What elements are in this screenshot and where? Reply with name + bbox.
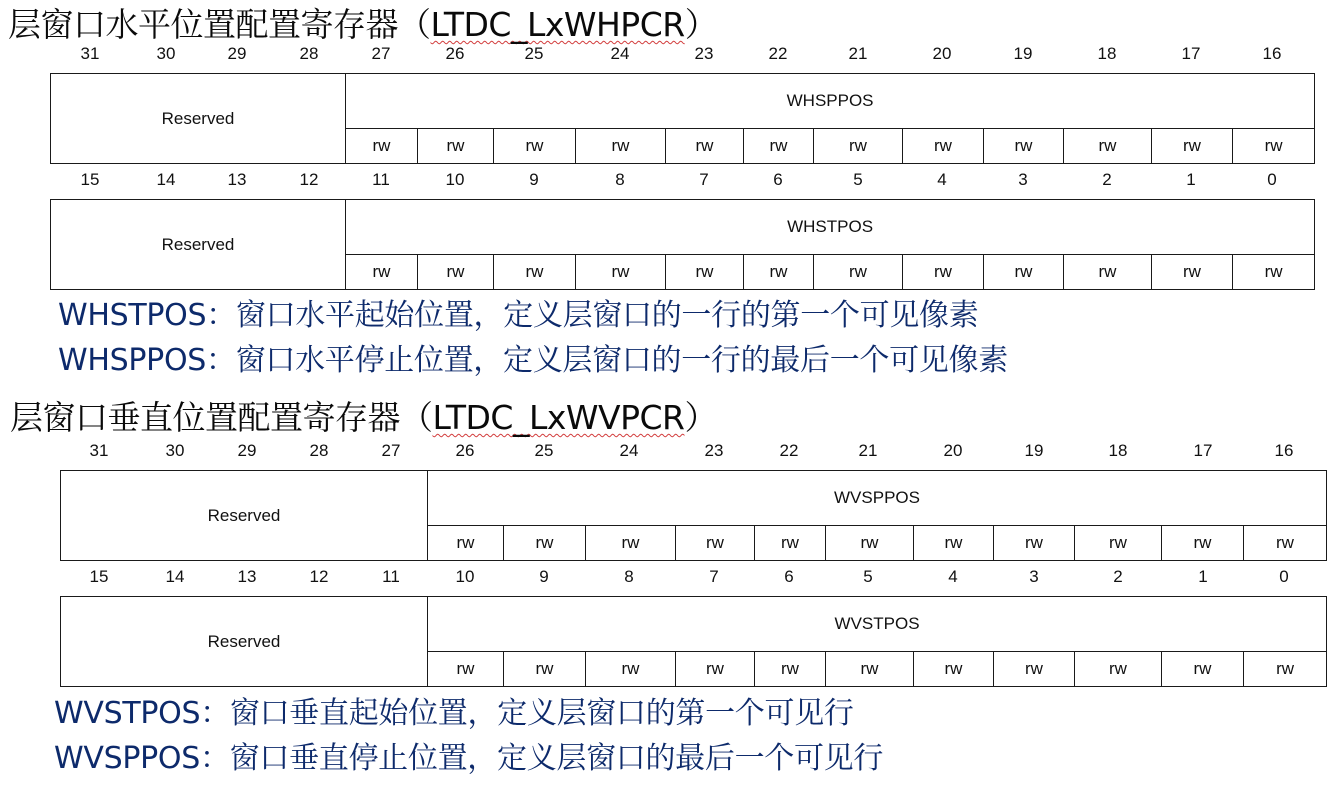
whsppos-description: WHSPPOS：窗口水平停止位置，定义层窗口的一行的最后一个可见像素 — [58, 343, 1008, 378]
bit-number: 5 — [863, 567, 873, 586]
section1-high-bit-numbers — [0, 44, 1336, 66]
access-rw: rw — [903, 129, 984, 164]
bit-number: 24 — [619, 441, 639, 460]
bit-number: 29 — [237, 441, 257, 460]
whstpos-description: WHSTPOS：窗口水平起始位置，定义层窗口的一行的第一个可见像素 — [58, 298, 979, 333]
access-rw: rw — [586, 652, 676, 687]
access-rw: rw — [1064, 129, 1152, 164]
bit-number: 20 — [943, 441, 963, 460]
access-rw: rw — [903, 255, 984, 290]
access-rw: rw — [576, 129, 666, 164]
bit-number: 9 — [539, 567, 549, 586]
access-rw: rw — [744, 129, 814, 164]
bit-number: 23 — [704, 441, 724, 460]
bit-number: 8 — [624, 567, 634, 586]
access-rw: rw — [826, 526, 914, 561]
access-rw: rw — [418, 129, 494, 164]
bit-number: 12 — [309, 567, 329, 586]
bit-number: 18 — [1097, 44, 1117, 63]
bit-number: 22 — [768, 44, 788, 63]
bit-number: 30 — [156, 44, 176, 63]
access-rw: rw — [666, 129, 744, 164]
access-rw: rw — [1075, 652, 1162, 687]
bit-number: 4 — [937, 170, 947, 189]
access-rw: rw — [1064, 255, 1152, 290]
bit-number: 26 — [445, 44, 465, 63]
bit-number: 8 — [615, 170, 625, 189]
section2-title-code: LTDC_LxWVPCR — [432, 398, 685, 437]
bit-number: 30 — [165, 441, 185, 460]
bit-number: 7 — [699, 170, 709, 189]
bit-number: 19 — [1013, 44, 1033, 63]
reserved-field: Reserved — [61, 597, 428, 687]
access-rw: rw — [1075, 526, 1162, 561]
bit-number: 0 — [1279, 567, 1289, 586]
access-rw: rw — [1244, 526, 1327, 561]
bit-number: 11 — [372, 170, 390, 189]
bit-number: 20 — [932, 44, 952, 63]
bit-number: 31 — [89, 441, 109, 460]
section1-title — [8, 5, 717, 45]
access-rw: rw — [814, 129, 903, 164]
section1-low-register-table — [50, 199, 1315, 290]
access-rw: rw — [826, 652, 914, 687]
access-rw: rw — [428, 652, 504, 687]
bit-number: 19 — [1024, 441, 1044, 460]
access-rw: rw — [914, 526, 994, 561]
access-rw: rw — [346, 129, 418, 164]
bit-number: 17 — [1193, 441, 1213, 460]
section1-title-suffix: ） — [684, 5, 718, 44]
bit-number: 10 — [455, 567, 475, 586]
reserved-field: Reserved — [51, 74, 346, 164]
whstpos-field: WHSTPOS — [346, 200, 1315, 255]
access-rw: rw — [676, 526, 755, 561]
bit-number: 17 — [1181, 44, 1201, 63]
bit-number: 15 — [89, 567, 109, 586]
access-rw: rw — [755, 652, 826, 687]
access-rw: rw — [676, 652, 755, 687]
access-rw: rw — [984, 255, 1064, 290]
bit-number: 10 — [445, 170, 465, 189]
access-rw: rw — [1152, 255, 1233, 290]
wvsppos-description: WVSPPOS：窗口垂直停止位置，定义层窗口的最后一个可见行 — [54, 741, 884, 776]
reserved-field: Reserved — [51, 200, 346, 290]
access-rw: rw — [586, 526, 676, 561]
wvstpos-description: WVSTPOS：窗口垂直起始位置，定义层窗口的第一个可见行 — [54, 696, 854, 731]
bit-number: 24 — [610, 44, 630, 63]
bit-number: 5 — [853, 170, 863, 189]
bit-number: 7 — [709, 567, 719, 586]
access-rw: rw — [666, 255, 744, 290]
access-rw: rw — [504, 526, 586, 561]
wvstpos-field: WVSTPOS — [428, 597, 1327, 652]
access-rw: rw — [1244, 652, 1327, 687]
access-rw: rw — [504, 652, 586, 687]
bit-number: 16 — [1262, 44, 1282, 63]
bit-number: 6 — [773, 170, 783, 189]
bit-number: 11 — [382, 567, 400, 586]
wvsppos-field: WVSPPOS — [428, 471, 1327, 526]
bit-number: 29 — [227, 44, 247, 63]
access-rw: rw — [914, 652, 994, 687]
bit-number: 14 — [165, 567, 185, 586]
section1-title-prefix: 层窗口水平位置配置寄存器（ — [8, 5, 431, 44]
bit-number: 21 — [848, 44, 868, 63]
access-rw: rw — [1152, 129, 1233, 164]
bit-number: 0 — [1267, 170, 1277, 189]
bit-number: 15 — [80, 170, 100, 189]
bit-number: 28 — [299, 44, 319, 63]
bit-number: 2 — [1113, 567, 1123, 586]
bit-number: 14 — [156, 170, 176, 189]
section2-high-bit-numbers — [0, 441, 1336, 463]
bit-number: 2 — [1102, 170, 1112, 189]
bit-number: 25 — [534, 441, 554, 460]
bit-number: 23 — [694, 44, 714, 63]
bit-number: 12 — [299, 170, 319, 189]
bit-number: 3 — [1018, 170, 1028, 189]
whsppos-field: WHSPPOS — [346, 74, 1315, 129]
bit-number: 27 — [381, 441, 401, 460]
bit-number: 6 — [784, 567, 794, 586]
access-rw: rw — [1162, 526, 1244, 561]
section2-high-register-table — [60, 470, 1327, 561]
access-rw: rw — [576, 255, 666, 290]
section1-title-code: LTDC_LxWHPCR — [430, 5, 685, 44]
bit-number: 3 — [1029, 567, 1039, 586]
bit-number: 27 — [371, 44, 391, 63]
bit-number: 26 — [455, 441, 475, 460]
bit-number: 13 — [227, 170, 247, 189]
access-rw: rw — [984, 129, 1064, 164]
section2-title — [10, 398, 717, 438]
access-rw: rw — [1233, 255, 1315, 290]
access-rw: rw — [428, 526, 504, 561]
section2-low-register-table — [60, 596, 1327, 687]
bit-number: 13 — [237, 567, 257, 586]
bit-number: 18 — [1108, 441, 1128, 460]
access-rw: rw — [994, 652, 1075, 687]
access-rw: rw — [494, 129, 576, 164]
access-rw: rw — [346, 255, 418, 290]
access-rw: rw — [814, 255, 903, 290]
bit-number: 31 — [80, 44, 100, 63]
bit-number: 1 — [1186, 170, 1196, 189]
section2-low-bit-numbers — [0, 567, 1336, 589]
section2-title-suffix: ） — [684, 398, 717, 437]
access-rw: rw — [994, 526, 1075, 561]
access-rw: rw — [418, 255, 494, 290]
bit-number: 28 — [309, 441, 329, 460]
section2-title-prefix: 层窗口垂直位置配置寄存器（ — [10, 398, 433, 437]
bit-number: 22 — [779, 441, 799, 460]
access-rw: rw — [494, 255, 576, 290]
access-rw: rw — [1233, 129, 1315, 164]
reserved-field: Reserved — [61, 471, 428, 561]
access-rw: rw — [1162, 652, 1244, 687]
access-rw: rw — [755, 526, 826, 561]
bit-number: 21 — [858, 441, 878, 460]
section1-high-register-table — [50, 73, 1315, 164]
bit-number: 9 — [529, 170, 539, 189]
access-rw: rw — [744, 255, 814, 290]
bit-number: 1 — [1198, 567, 1208, 586]
bit-number: 4 — [948, 567, 958, 586]
bit-number: 25 — [524, 44, 544, 63]
bit-number: 16 — [1274, 441, 1294, 460]
section1-low-bit-numbers — [0, 170, 1336, 192]
